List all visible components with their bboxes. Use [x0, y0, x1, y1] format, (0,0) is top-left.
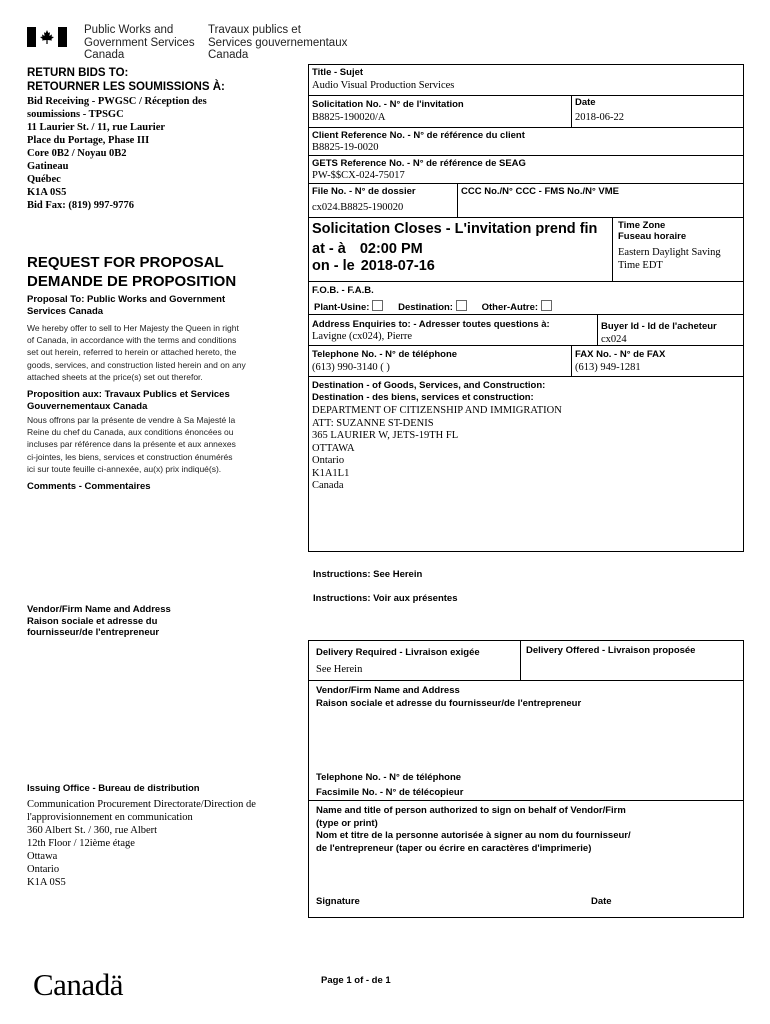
- authorized-person-field[interactable]: [316, 858, 736, 888]
- rfp-section: [27, 253, 236, 291]
- proposal-block: Proposal To: Public Works and Government Services Canada We hereby offer to sell to Her Majesty the Queen in right of Canada, in accordance with the terms and conditions set out herein, referred to herein or attached hereto, the goods, services, and construction listed herein and on any attached sheets at the price(s) set out therefor. Proposition aux: Travaux Publics et Services Gouvernementaux Canada Nous offrons par la présente de vendre à Sa Majesté la Reine du chef du Canada, aux conditions énoncées ou incluses par référence dans la présente et aux annexes ci-jointes, les biens, services et construction énumérés ici sur toute feuille ci-annexée, au(x) prix indiqué(s). Comments - Commentaires: [27, 294, 287, 493]
- fax-label: FAX No. - N° de FAX: [575, 349, 666, 360]
- vendor-fax-label: Facsimile No. - N° de télécopieur: [316, 787, 464, 798]
- address-enquiries-label: Address Enquiries to: - Adresser toutes questions à:: [312, 319, 550, 330]
- signature-date-label: Date: [591, 896, 612, 907]
- delivery-required-label: Delivery Required - Livraison exigée: [316, 647, 480, 658]
- ccc-no-label: CCC No./N° CCC - FMS No./N° VME: [461, 186, 620, 197]
- phone-label: Telephone No. - N° de téléphone: [312, 349, 458, 360]
- buyer-id-label: Buyer Id - Id de l'acheteur: [601, 321, 717, 332]
- fob-label: F.O.B. - F.A.B.: [312, 285, 374, 296]
- solicitation-no-label: Solicitation No. - N° de l'invitation: [312, 99, 464, 110]
- issuing-office: [27, 783, 256, 889]
- department-name-en: Public Works and Government Services Canada: [84, 24, 195, 61]
- destination-label: Destination - of Goods, Services, and Construction:: [312, 380, 546, 391]
- rfp-title-fr: DEMANDE DE PROPOSITION: [27, 273, 237, 290]
- gets-reference-label: GETS Reference No. - N° de référence de SEAG: [312, 158, 526, 169]
- offer-text-fr: Nous offrons par la présente de vendre à Sa Majesté la Reine du chef du Canada, aux conditions énoncées ou incluses par référence dans la présente et aux annexes ci-jointes, les biens, services et construction énumérés ici sur toute feuille ci-annexée, au(x) prix indiqué(s).: [27, 415, 236, 474]
- file-no-value: cx024.B8825-190020: [312, 202, 404, 213]
- delivery-required-value: See Herein: [316, 664, 363, 675]
- fax-value: (613) 949-1281: [575, 362, 641, 373]
- client-reference-label: Client Reference No. - N° de référence du client: [312, 130, 525, 141]
- phone-value: (613) 990-3140 ( ): [312, 362, 390, 373]
- delivery-offered-label: Delivery Offered - Livraison proposée: [526, 645, 696, 656]
- vendor-firm-label-left: Vendor/Firm Name and Address Raison sociale et adresse du fournisseur/de l'entrepreneur: [27, 604, 171, 638]
- instructions-en: Instructions: See Herein: [313, 569, 423, 580]
- vendor-firm-field[interactable]: [316, 712, 736, 768]
- comments-label: Comments - Commentaires: [27, 481, 151, 493]
- client-reference-value: B8825-19-0020: [312, 142, 379, 153]
- closing-date: on - le 2018-07-16: [312, 258, 435, 274]
- vendor-phone-label: Telephone No. - N° de téléphone: [316, 772, 462, 783]
- canada-flag-icon: [27, 27, 67, 47]
- canada-wordmark: Canadä: [33, 967, 123, 1002]
- return-bids-section: [27, 66, 225, 212]
- signature-label: Signature: [316, 896, 360, 907]
- buyer-id-value: cx024: [601, 334, 627, 345]
- destination-address: DEPARTMENT OF CITIZENSHIP AND IMMIGRATION ATT: SUZANNE ST-DENIS 365 LAURIER W, JETS-19TH FL OTTAWA Ontario K1A1L1 Canada: [312, 405, 562, 491]
- time-zone-label: Time Zone: [618, 220, 666, 231]
- title-value: Audio Visual Production Services: [312, 80, 455, 91]
- closing-time-value: 02:00 PM: [359, 241, 423, 257]
- offer-text-en: We hereby offer to sell to Her Majesty the Queen in right of Canada, in accordance with the terms and conditions set out herein, referred to herein or attached hereto, the goods, services, and construction listed herein and on any attached sheets at the price(s) set out therefor.: [27, 323, 246, 382]
- fob-options: Plant-Usine: Destination: Other-Autre:: [314, 300, 558, 313]
- date-value: 2018-06-22: [575, 112, 624, 123]
- vendor-firm-label: Vendor/Firm Name and Address: [316, 685, 460, 696]
- other-checkbox[interactable]: [541, 300, 552, 311]
- destination-checkbox[interactable]: [456, 300, 467, 311]
- time-zone-value: Eastern Daylight Saving: [618, 247, 721, 258]
- title-label: Title - Sujet: [312, 67, 364, 78]
- file-no-label: File No. - N° de dossier: [312, 186, 416, 197]
- rfp-title-en: REQUEST FOR PROPOSAL: [27, 254, 224, 271]
- return-bids-title-fr: RETOURNER LES SOUMISSIONS À:: [27, 81, 225, 93]
- page-number: Page 1 of - de 1: [321, 975, 391, 986]
- closing-date-value: 2018-07-16: [360, 258, 435, 274]
- issuing-office-label: Issuing Office - Bureau de distribution: [27, 783, 200, 794]
- address-enquiries-value: Lavigne (cx024), Pierre: [312, 331, 413, 342]
- solicitation-no-value: B8825-190020/A: [312, 112, 386, 123]
- gets-reference-value: PW-$$CX-024-75017: [312, 170, 405, 181]
- plant-checkbox[interactable]: [372, 300, 383, 311]
- closing-time: at - à 02:00 PM: [312, 241, 423, 257]
- issuing-office-address: Communication Procurement Directorate/Direction de l'approvisionnement en communication 360 Albert St. / 360, rue Albert 12th Floor / 12ième étage Ottawa Ontario K1A 0S5: [27, 798, 256, 888]
- department-name-fr: Travaux publics et Services gouvernementaux Canada: [208, 24, 348, 61]
- instructions-fr: Instructions: Voir aux présentes: [313, 593, 458, 604]
- return-bids-title-en: RETURN BIDS TO:: [27, 67, 129, 79]
- return-bids-address: Bid Receiving - PWGSC / Réception des soumissions - TPSGC 11 Laurier St. / 11, rue Laurier Place du Portage, Phase III Core 0B2 / Noyau 0B2 Gatineau Québec K1A 0S5 Bid Fax: (819) 997-9776: [27, 96, 207, 211]
- date-label: Date: [575, 97, 596, 108]
- authorized-person-label: Name and title of person authorized to sign on behalf of Vendor/Firm (type or print) Nom et titre de la personne autorisée à signer au nom du fournisseur/ de l'entrepreneur (taper ou écrire en caractères d'imprimerie): [316, 805, 631, 854]
- solicitation-closes-title: Solicitation Closes - L'invitation prend fin: [312, 221, 598, 237]
